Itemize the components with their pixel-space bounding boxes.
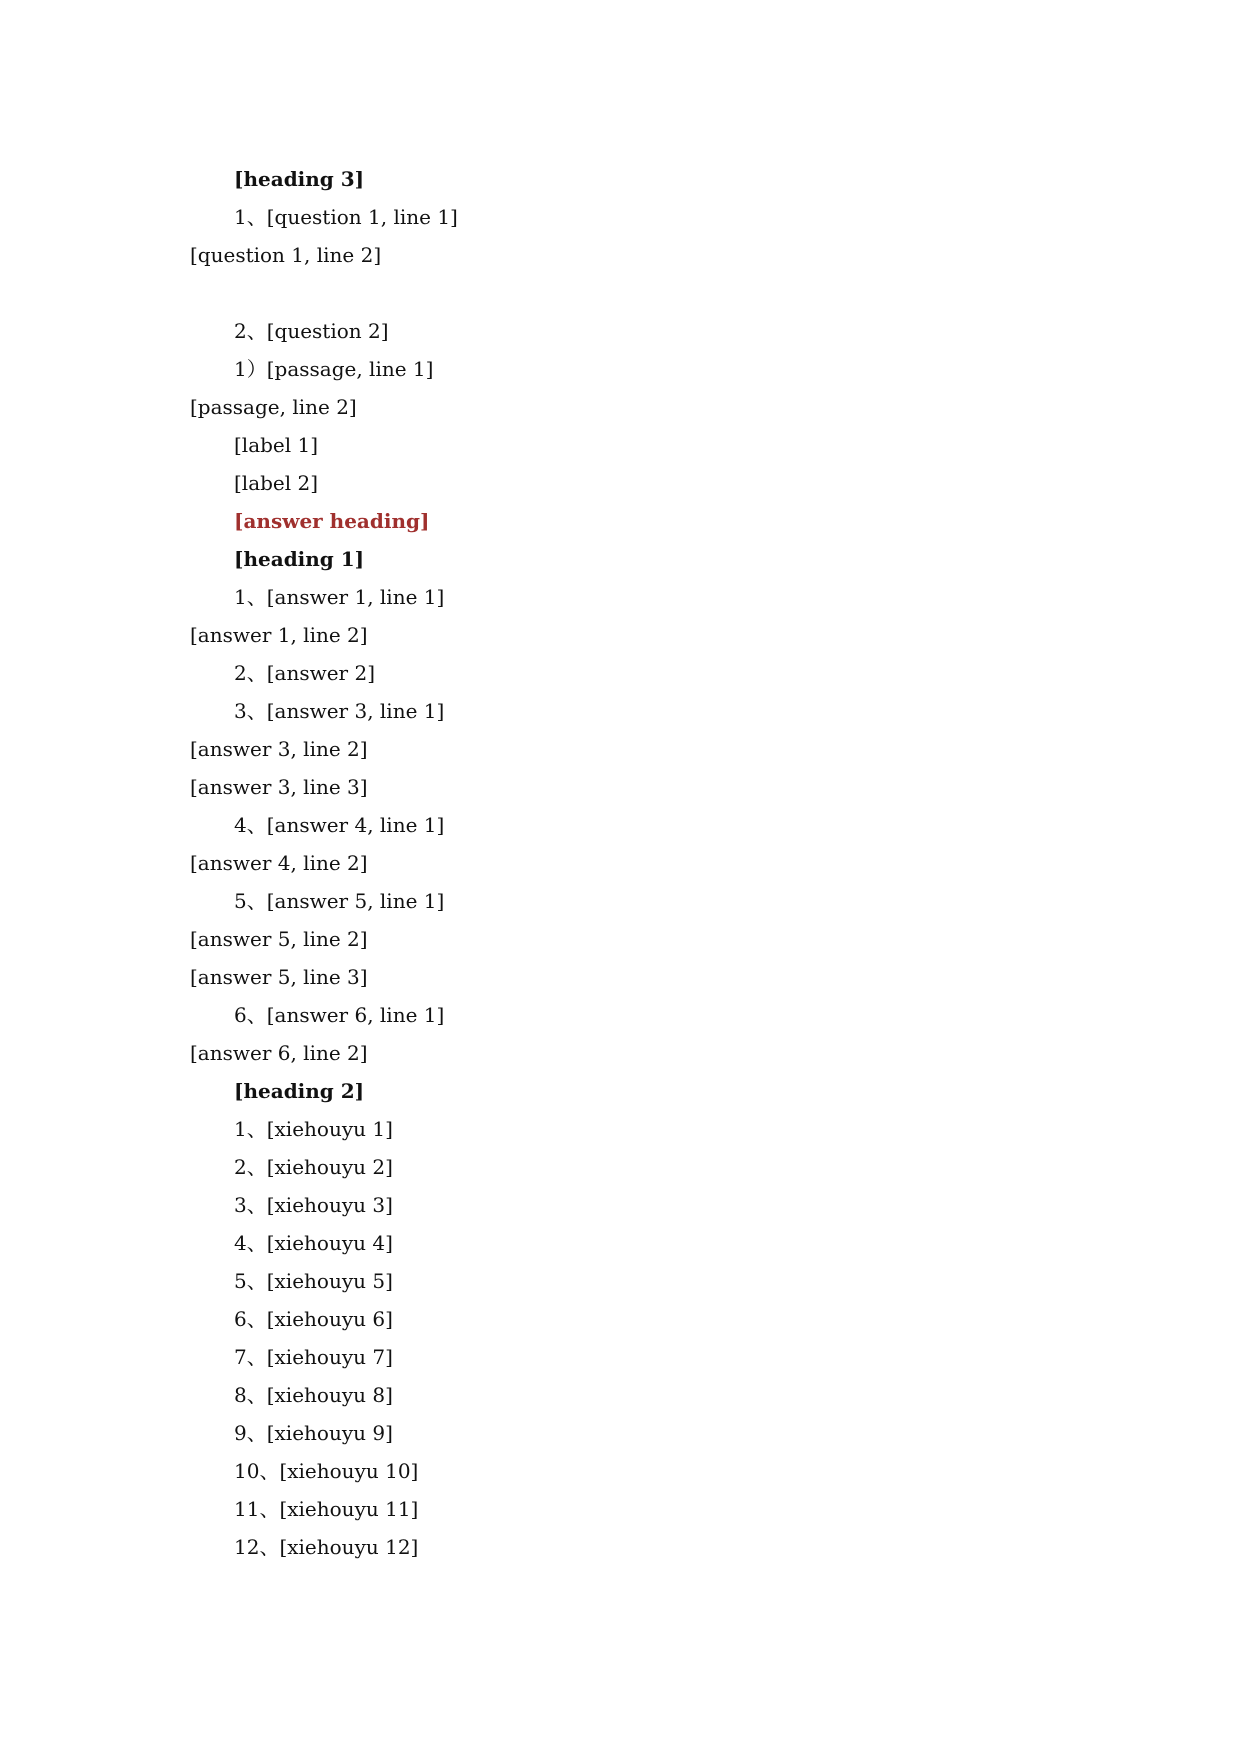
answer-1-line-2: [answer 1, line 2] [190,623,368,647]
answer-3-line-3: [answer 3, line 3] [190,775,368,799]
section-heading-3: [heading 3] [234,167,365,191]
question-2-item-1-line-2: [passage, line 2] [190,395,357,419]
xiehouyu-item-7: 7、[xiehouyu 7] [234,1345,393,1369]
xiehouyu-item-11: 11、[xiehouyu 11] [234,1497,419,1521]
answers-heading: [answer heading] [234,509,430,533]
answer-4-line-1: 4、[answer 4, line 1] [234,813,445,837]
answer-5-line-1: 5、[answer 5, line 1] [234,889,445,913]
blank-gap [190,274,1060,312]
answer-3-line-1: 3、[answer 3, line 1] [234,699,445,723]
question-2-item-1-line-1: 1）[passage, line 1] [234,357,434,381]
person-label: [label 1] [234,433,319,457]
xiehouyu-item-4: 4、[xiehouyu 4] [234,1231,393,1255]
document-page [190,160,1060,1566]
xiehouyu-item-12: 12、[xiehouyu 12] [234,1535,419,1559]
part-2-heading: [heading 2] [234,1079,365,1103]
xiehouyu-item-3: 3、[xiehouyu 3] [234,1193,393,1217]
answer-2-line-1: 2、[answer 2] [234,661,375,685]
answer-3-line-2: [answer 3, line 2] [190,737,368,761]
part-1-heading: [heading 1] [234,547,365,571]
question-1-line-1: 1、[question 1, line 1] [234,205,458,229]
answer-6-line-2: [answer 6, line 2] [190,1041,368,1065]
xiehouyu-item-2: 2、[xiehouyu 2] [234,1155,393,1179]
question-1-line-2: [question 1, line 2] [190,243,382,267]
xiehouyu-item-10: 10、[xiehouyu 10] [234,1459,419,1483]
xiehouyu-item-6: 6、[xiehouyu 6] [234,1307,393,1331]
answer-1-line-1: 1、[answer 1, line 1] [234,585,445,609]
answer-5-line-3: [answer 5, line 3] [190,965,368,989]
xiehouyu-item-1: 1、[xiehouyu 1] [234,1117,393,1141]
answer-6-line-1: 6、[answer 6, line 1] [234,1003,445,1027]
answer-4-line-2: [answer 4, line 2] [190,851,368,875]
answer-5-line-2: [answer 5, line 2] [190,927,368,951]
traits-label: [label 2] [234,471,319,495]
xiehouyu-item-9: 9、[xiehouyu 9] [234,1421,393,1445]
xiehouyu-item-5: 5、[xiehouyu 5] [234,1269,393,1293]
question-2-intro: 2、[question 2] [234,319,389,343]
xiehouyu-item-8: 8、[xiehouyu 8] [234,1383,393,1407]
